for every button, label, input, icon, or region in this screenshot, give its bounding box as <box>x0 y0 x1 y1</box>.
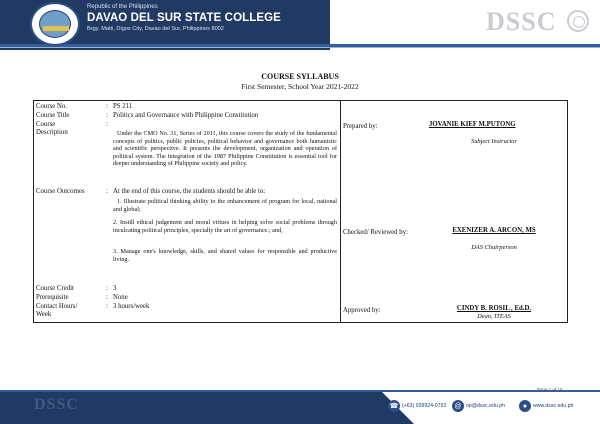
course-outcome-2: 2. Instill ethical judgement and moral virtues in helping solve social problems through inculcating political principles, specially the art of governance.; and, <box>113 219 337 234</box>
footer-logo-text: DSSC <box>34 396 79 413</box>
course-no-value: PS 211 <box>113 103 133 110</box>
prepared-by-name: JOVANIE KIEF M.PUTONG <box>429 121 516 128</box>
course-outcome-1: 1. Illustrate political thinking ability to the enhancement of program for local, national and global; <box>113 198 337 213</box>
approved-by-label: Approved by: <box>343 307 381 314</box>
page-footer <box>0 390 600 424</box>
approved-by-name: CINDY B. ROSIL , Ed.D. <box>456 305 532 312</box>
syllabus-table: Course No. : PS 211 Course Title : Politics and Governance with Philippine Constitution Course : Description Under the CMO No. 31, Series of 2011, this course covers the study of the fundamental concepts of politics, public policies, political behavior and governance both humanistic and scientific perspective. It presents the development, organization and operation of political system. The integration of the 1987 Philippine Constitution is essential tool for deeper understanding of Philippine society and policy. Course Outcomes : At the end of this course, the students should be able to: 1. Illustrate political thinking ability to the enhancement of program for local, national and global; 2. Instill ethical judgement and moral virtues in helping solve social problems through inculcating political principles, specially the art of governance.; and, 3. Manage one's knowledge, skills, and shared values for responsible and productive living. Course Credit : 3 Prerequisite : None Contact Hours/ : 3 hours/week Week Prepared by: JOVANIE KIEF M.PUTONG Subject Instructor Checked/ Reviewed by: EXENIZER A. ARCON, MS DAS Chairperson Approved by: CINDY B. ROSIL , Ed.D. Dean, ITEAS <box>33 100 568 323</box>
dssc-logo-text: DSSC <box>486 7 557 36</box>
checked-by-name: EXENIZER A. ARCON, MS <box>452 227 536 234</box>
college-seal-icon <box>30 2 80 46</box>
course-outcomes-label: Course Outcomes <box>36 188 85 195</box>
course-title-value: Politics and Governance with Philippine Constitution <box>113 112 259 119</box>
course-description: Under the CMO No. 31, Series of 2011, this course covers the study of the fundamental concepts of politics, public policies, political behavior and governance both humanistic and scientific perspective. It presents the development, organization and operation of political system. The integration of the 1987 Philippine Constitution is essential tool for deeper understanding of Philippine society and policy. <box>113 130 337 168</box>
footer-phone: ☎ (+63) 939924-0793 <box>388 400 446 412</box>
course-no-label: Course No. <box>36 103 67 110</box>
prerequisite-value: None <box>113 294 128 301</box>
college-name: DAVAO DEL SUR STATE COLLEGE <box>87 12 281 24</box>
course-description-label-2: Description <box>36 129 68 136</box>
republic-text: Republic of the Philippines <box>87 4 158 10</box>
table-divider <box>340 101 341 322</box>
footer-website[interactable]: ● www.dssc.edu.ph <box>519 400 573 412</box>
email-icon: @ <box>452 400 464 412</box>
checked-by-title: DAS Chairperson <box>471 244 517 251</box>
course-title-label: Course Title <box>36 112 70 119</box>
contact-hours-value: 3 hours/week <box>113 303 150 310</box>
phone-icon: ☎ <box>388 400 400 412</box>
course-outcome-3: 3. Manage one's knowledge, skills, and shared values for responsible and productive living. <box>113 248 337 263</box>
college-address: Brgy. Matti, Digos City, Davao del Sur, Philippines 8002 <box>87 26 224 32</box>
prepared-by-title: Subject Instructor <box>471 138 517 145</box>
document-subtitle: First Semester, School Year 2021-2022 <box>241 82 359 91</box>
approved-by-title: Dean, ITEAS <box>477 313 511 320</box>
dssc-seal-icon <box>567 10 589 32</box>
course-outcomes-intro: At the end of this course, the students should be able to: <box>113 188 266 195</box>
page-header <box>0 0 600 50</box>
prepared-by-label: Prepared by: <box>343 123 378 130</box>
course-credit-value: 3 <box>113 285 117 292</box>
prerequisite-label: Prerequisite <box>36 294 69 301</box>
globe-icon: ● <box>519 400 531 412</box>
contact-hours-label-1: Contact Hours/ <box>36 303 78 310</box>
checked-by-label: Checked/ Reviewed by: <box>343 229 408 236</box>
footer-email[interactable]: @ op@dssc.edu.ph <box>452 400 505 412</box>
page-number: Page 1 of 16 <box>537 387 563 392</box>
contact-hours-label-2: Week <box>36 311 52 318</box>
document-title: COURSE SYLLABUS <box>261 72 339 81</box>
course-credit-label: Course Credit <box>36 285 74 292</box>
course-description-label-1: Course <box>36 121 56 128</box>
